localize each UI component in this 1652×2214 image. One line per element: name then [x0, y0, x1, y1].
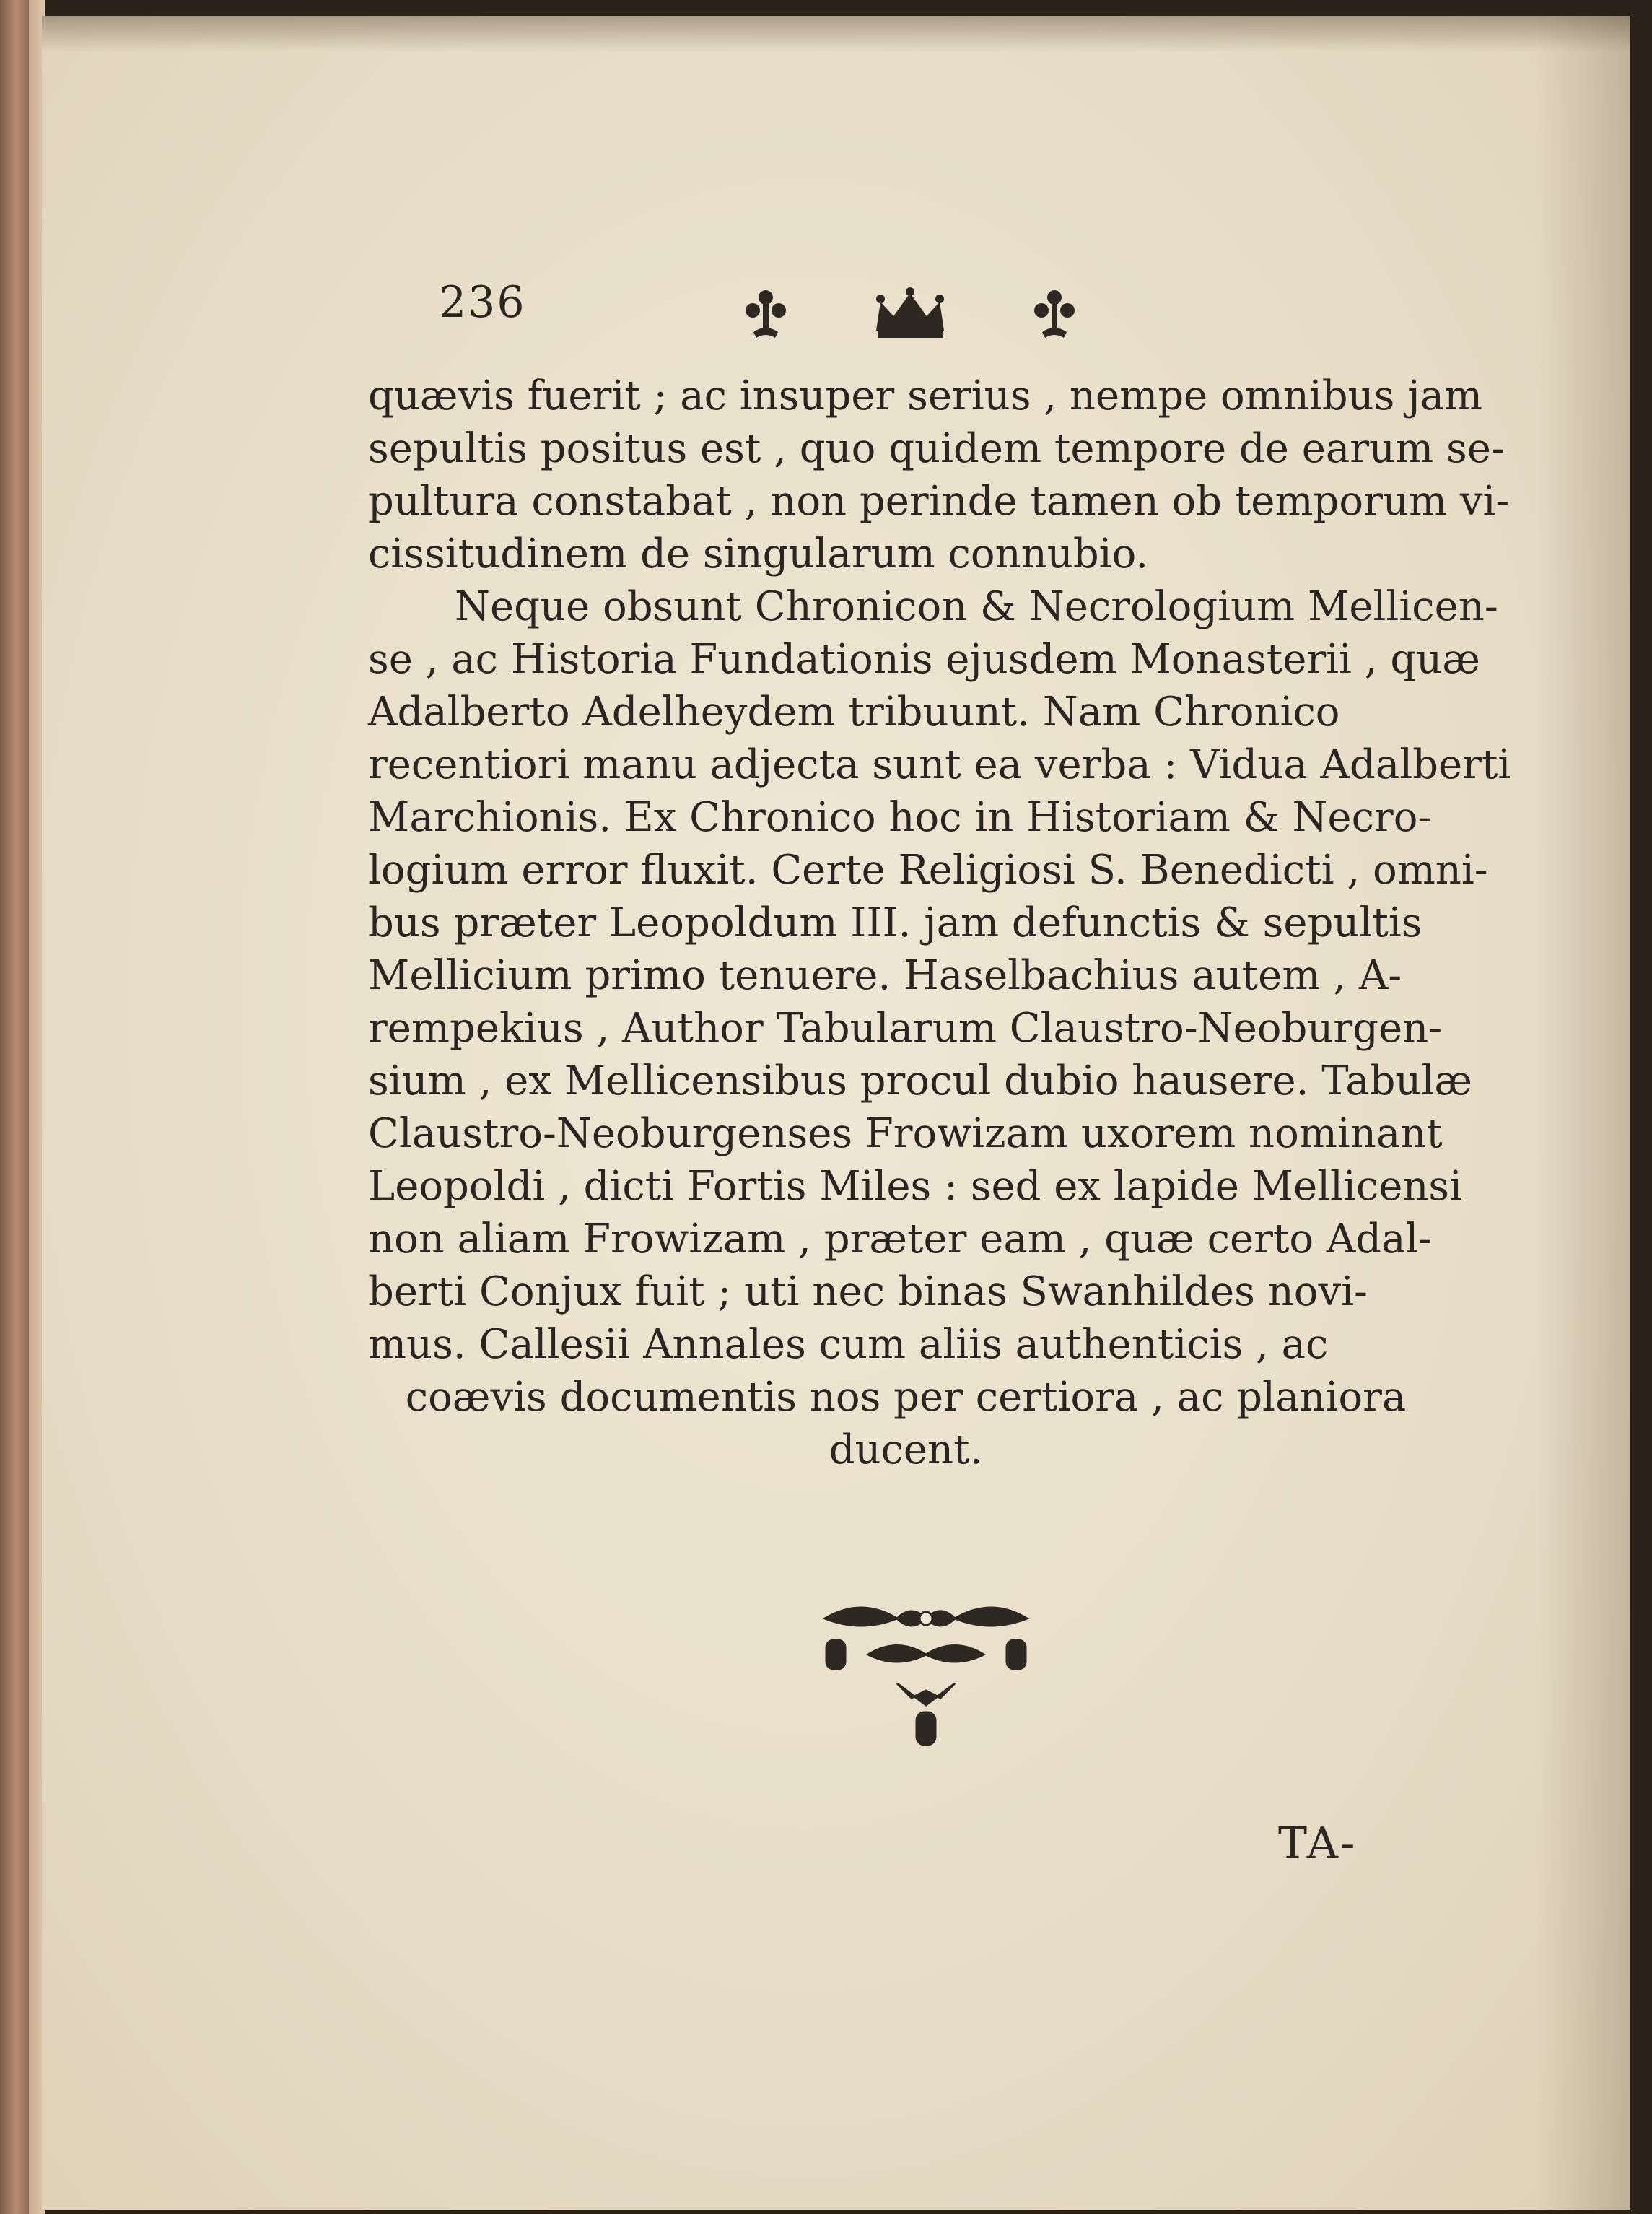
text-line: Marchionis. Ex Chronico hoc in Historiam & Necro- — [368, 794, 1432, 841]
text-line: Claustro-Neoburgenses Frowizam uxorem nominant — [368, 1110, 1443, 1157]
fleuron-tailpiece-icon — [818, 1597, 1034, 1756]
text-line: mus. Callesii Annales cum aliis authenticis , ac — [368, 1321, 1329, 1368]
catchword: TA- — [1278, 1818, 1358, 1869]
text-line: cissitudinem de singularum connubio. — [368, 531, 1149, 578]
text-line: coævis documentis nos per certiora , ac planiora — [405, 1374, 1407, 1421]
text-line: quævis fuerit ; ac insuper serius , nempe omnibus jam — [368, 372, 1483, 419]
text-line: Adalberto Adelheydem tribuunt. Nam Chronico — [368, 689, 1340, 736]
text-line: ducent. — [829, 1426, 983, 1473]
text-line: Leopoldi , dicti Fortis Miles : sed ex lapide Mellicensi — [368, 1163, 1463, 1210]
text-line: bus præter Leopoldum III. jam defunctis & sepultis — [368, 899, 1422, 946]
text-line: sium , ex Mellicensibus procul dubio hausere. Tabulæ — [368, 1058, 1473, 1104]
text-line: berti Conjux fuit ; uti nec binas Swanhildes novi- — [368, 1268, 1368, 1315]
fleuron-icon — [1029, 287, 1080, 345]
text-line: logium error fluxit. Certe Religiosi S. Benedicti , omni- — [368, 847, 1488, 894]
book-spine — [0, 0, 29, 2214]
body-text — [368, 370, 1511, 1476]
fleuron-icon — [740, 287, 791, 345]
text-line: recentiori manu adjecta sunt ea verba : Vidua Adalberti — [368, 741, 1511, 788]
text-line: Neque obsunt Chronicon & Necrologium Mellicen- — [455, 583, 1498, 630]
running-header — [42, 277, 1630, 349]
text-line: Mellicium primo tenuere. Haselbachius autem , A- — [368, 952, 1402, 999]
book-page — [42, 16, 1630, 2210]
text-line: pultura constabat , non perinde tamen ob temporum vi- — [368, 478, 1510, 525]
crown-icon — [870, 287, 950, 341]
text-line: rempekius , Author Tabularum Claustro-Neoburgen- — [368, 1005, 1443, 1052]
text-line: non aliam Frowizam , præter eam , quæ certo Adal- — [368, 1216, 1433, 1263]
text-line: sepultis positus est , quo quidem tempore de earum se- — [368, 425, 1505, 472]
text-line: se , ac Historia Fundationis ejusdem Monasterii , quæ — [368, 636, 1480, 683]
page-number: 236 — [439, 277, 526, 328]
